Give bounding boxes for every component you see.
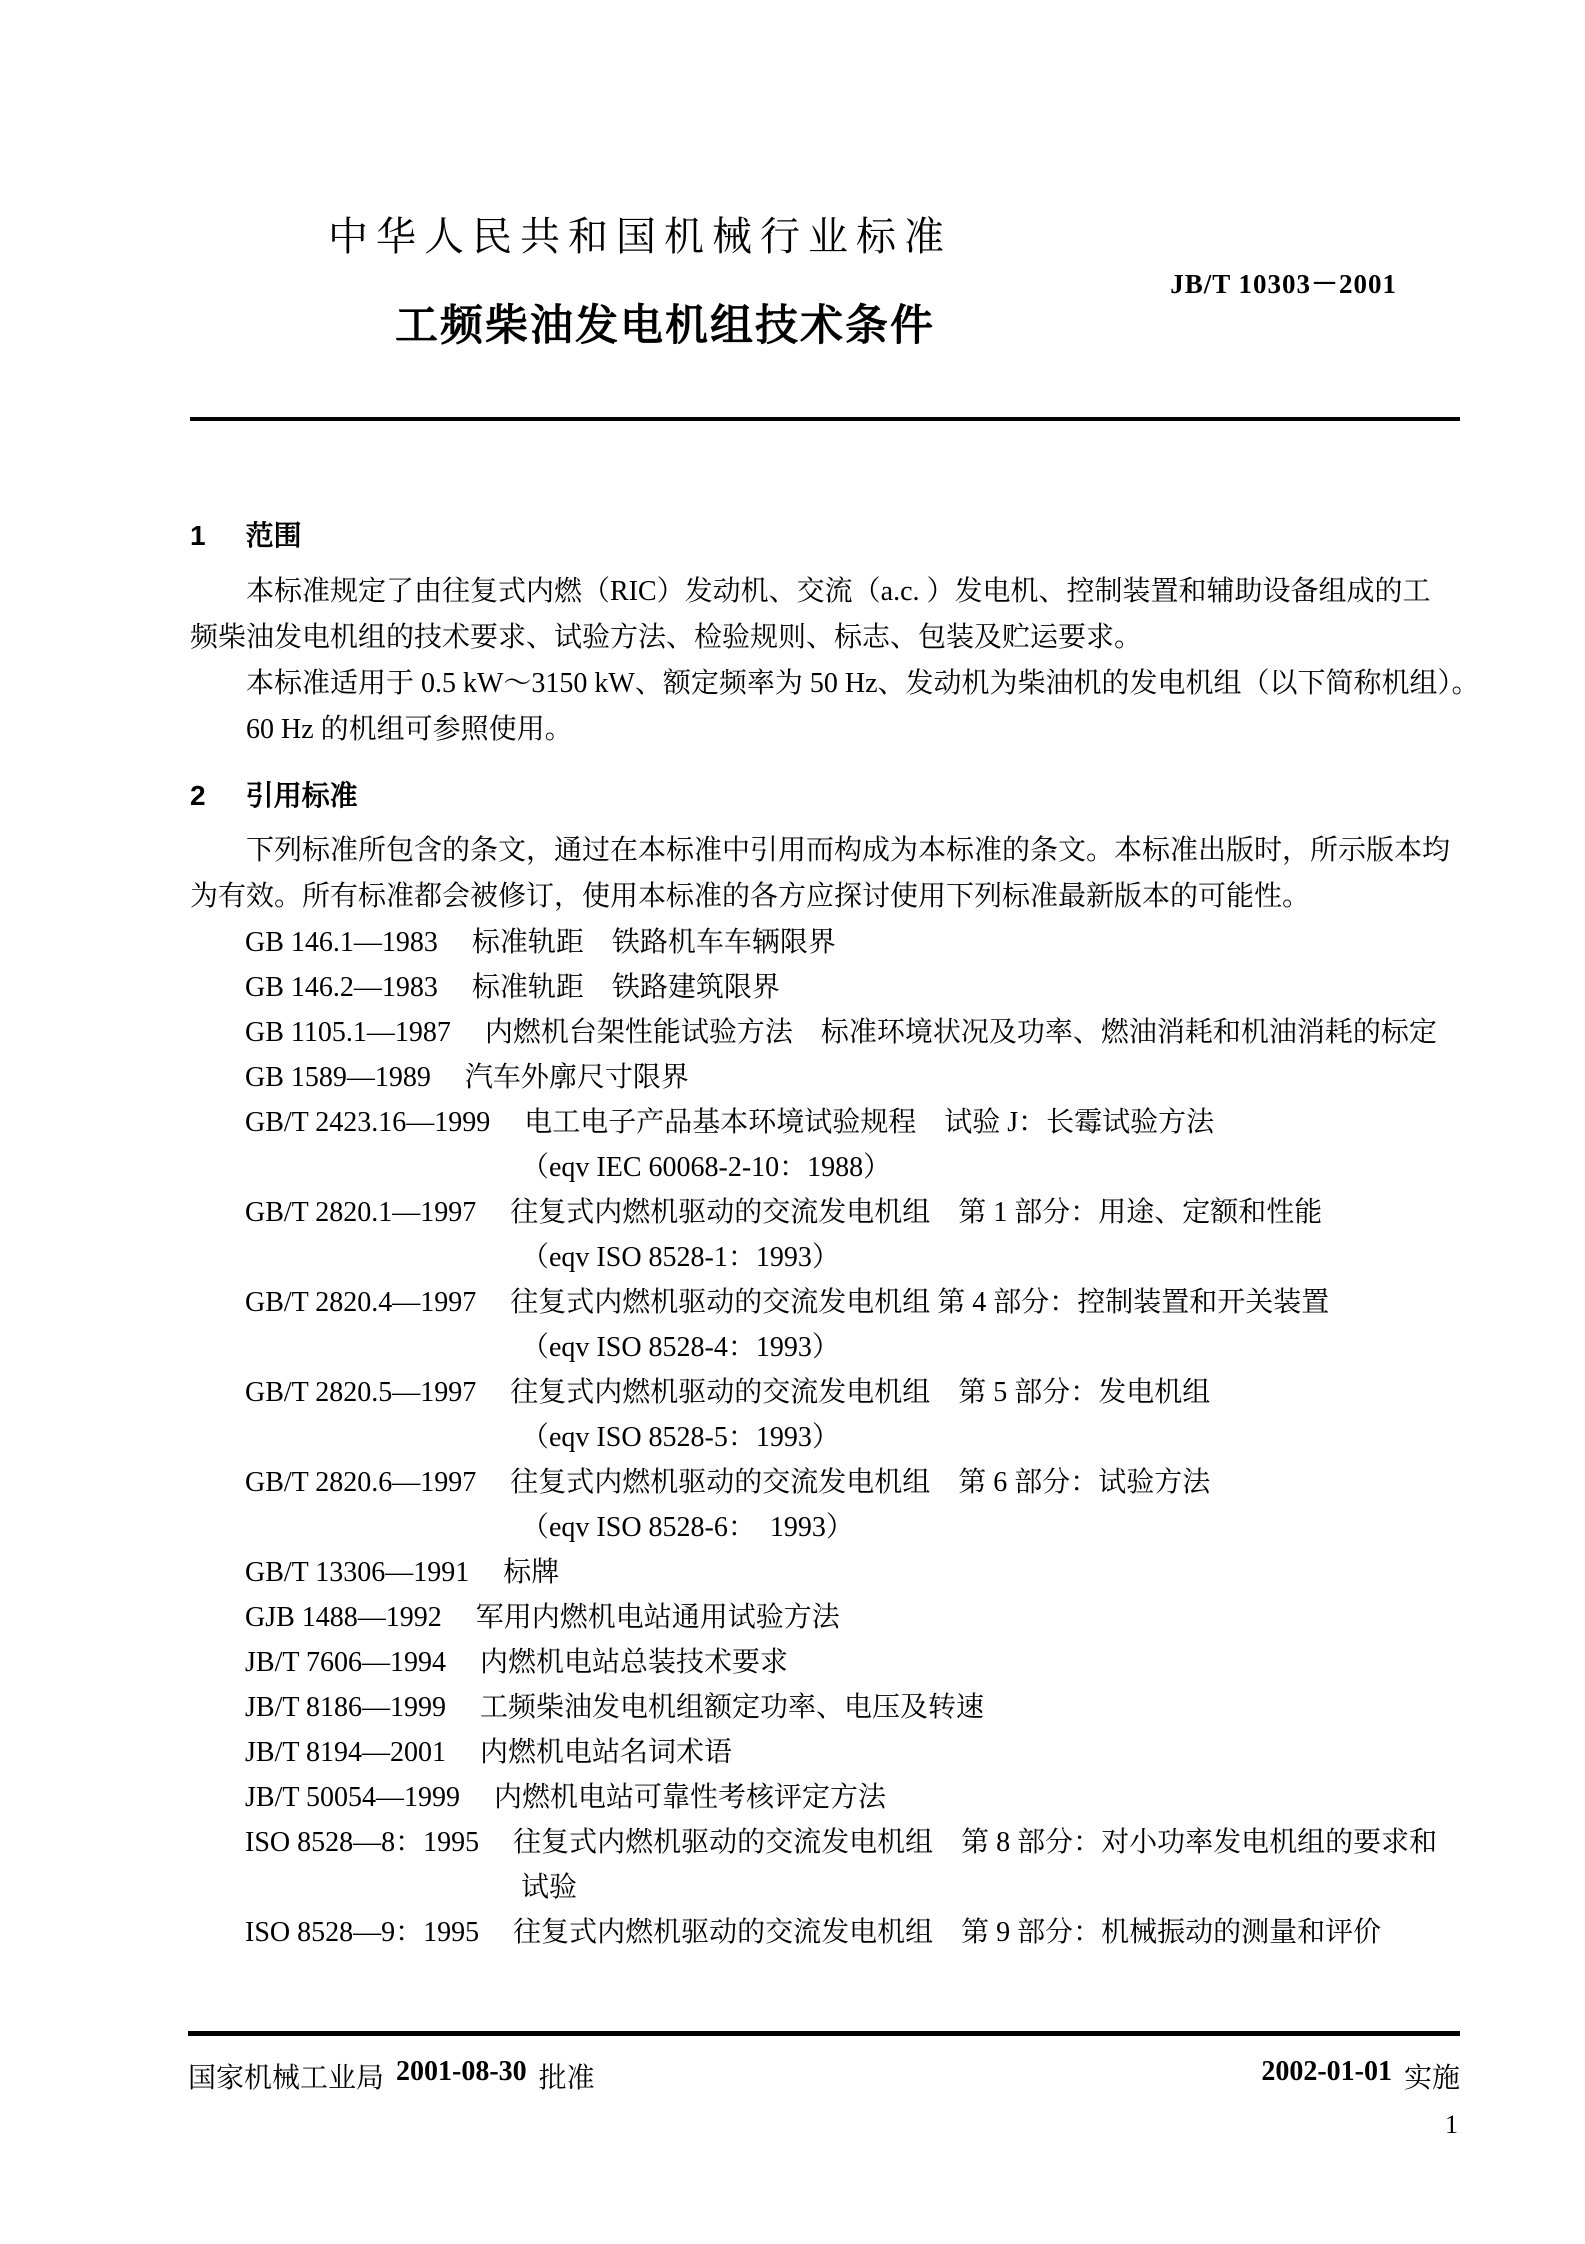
reference-row xyxy=(245,1820,1460,1865)
reference-row xyxy=(245,1190,1460,1235)
reference-continuation: （eqv ISO 8528-5：1993） xyxy=(521,1422,840,1454)
reference-title: 标牌 xyxy=(503,1557,560,1589)
implementation-statement xyxy=(1261,2056,1460,2096)
reference-code: GJB 1488—1992 xyxy=(245,1602,442,1634)
reference-title: 内燃机电站可靠性考核评定方法 xyxy=(493,1782,886,1814)
implementation-date: 2002-01-01 xyxy=(1261,2056,1392,2087)
reference-code: ISO 8528—9：1995 xyxy=(245,1917,480,1949)
reference-title: 标准轨距 铁路机车车辆限界 xyxy=(471,927,836,959)
text-line: 60 Hz 的机组可参照使用。 xyxy=(190,713,573,745)
reference-row xyxy=(245,1055,1460,1100)
reference-code: JB/T 7606—1994 xyxy=(245,1647,446,1679)
reference-row xyxy=(245,1010,1460,1055)
reference-row xyxy=(245,1640,1460,1685)
reference-code: GB/T 2820.5—1997 xyxy=(245,1377,477,1409)
reference-row xyxy=(245,1550,1460,1595)
reference-code: JB/T 8194—2001 xyxy=(245,1737,446,1769)
national-standard-header: 中华人民共和国机械行业标准 xyxy=(328,214,952,259)
reference-title: 汽车外廓尺寸限界 xyxy=(464,1062,689,1094)
approval-date: 2001-08-30 xyxy=(396,2056,527,2087)
text-line: 本标准规定了由往复式内燃（RIC）发动机、交流（a.c. ）发电机、控制装置和辅助设备组成的工 xyxy=(190,575,1431,607)
reference-row xyxy=(245,1910,1460,1955)
standard-number: JB/T 10303－2001 xyxy=(1170,269,1397,299)
reference-row xyxy=(245,1280,1460,1325)
reference-code: GB 146.2—1983 xyxy=(245,972,438,1004)
document-title: 工频柴油发电机组技术条件 xyxy=(395,303,935,350)
title-divider xyxy=(190,417,1460,421)
reference-code: GB/T 2820.6—1997 xyxy=(245,1467,477,1499)
reference-continuation: （eqv IEC 60068-2-10：1988） xyxy=(521,1152,892,1184)
reference-row xyxy=(245,1460,1460,1505)
reference-title: 工频柴油发电机组额定功率、电压及转速 xyxy=(479,1692,984,1724)
reference-title: 内燃机电站总装技术要求 xyxy=(479,1647,788,1679)
text-line: 本标准适用于 0.5 kW～3150 kW、额定频率为 50 Hz、发动机为柴油机的发电机组（以下简称机组）。 xyxy=(190,667,1480,699)
page-footer xyxy=(188,2023,1460,2140)
reference-row xyxy=(245,1685,1460,1730)
implementation-label: 实施 xyxy=(1403,2063,1460,2094)
approval-label: 批准 xyxy=(538,2063,595,2094)
references-list xyxy=(245,920,1460,1955)
approval-org: 国家机械工业局 xyxy=(188,2063,385,2094)
reference-code: GB 146.1—1983 xyxy=(245,927,438,959)
reference-title: 电工电子产品基本环境试验规程 试验 J：长霉试验方法 xyxy=(524,1107,1215,1139)
reference-title: 往复式内燃机驱动的交流发电机组 第 4 部分：控制装置和开关装置 xyxy=(510,1287,1330,1319)
reference-code: GB/T 13306—1991 xyxy=(245,1557,470,1589)
section-title: 范围 xyxy=(245,520,302,551)
page-number: 1 xyxy=(1445,2110,1458,2139)
reference-row xyxy=(245,1730,1460,1775)
reference-continuation: （eqv ISO 8528-1：1993） xyxy=(521,1242,840,1274)
section-title: 引用标准 xyxy=(245,779,358,811)
reference-code: JB/T 50054—1999 xyxy=(245,1782,460,1814)
reference-title: 标准轨距 铁路建筑限界 xyxy=(471,972,780,1004)
footer-divider xyxy=(188,2031,1460,2036)
section-heading-scope xyxy=(190,519,1460,553)
reference-title: 往复式内燃机驱动的交流发电机组 第 9 部分：机械振动的测量和评价 xyxy=(513,1917,1382,1949)
reference-title: 内燃机台架性能试验方法 标准环境状况及功率、燃油消耗和机油消耗的标定 xyxy=(484,1017,1437,1049)
scope-paragraphs xyxy=(190,569,1480,753)
reference-title: 内燃机电站名词术语 xyxy=(479,1737,732,1769)
reference-title: 往复式内燃机驱动的交流发电机组 第 5 部分：发电机组 xyxy=(510,1377,1211,1409)
reference-continuation: （eqv ISO 8528-4：1993） xyxy=(521,1332,840,1364)
reference-row xyxy=(245,1775,1460,1820)
reference-row xyxy=(245,1595,1460,1640)
reference-code: ISO 8528—8：1995 xyxy=(245,1827,480,1859)
section-number: 2 xyxy=(190,779,206,811)
reference-title: 往复式内燃机驱动的交流发电机组 第 6 部分：试验方法 xyxy=(510,1467,1211,1499)
text-line: 下列标准所包含的条文，通过在本标准中引用而构成为本标准的条文。本标准出版时，所示版本均 xyxy=(190,835,1451,867)
reference-code: GB 1589—1989 xyxy=(245,1062,431,1094)
text-line: 为有效。所有标准都会被修订，使用本标准的各方应探讨使用下列标准最新版本的可能性。 xyxy=(190,881,1311,913)
reference-code: GB 1105.1—1987 xyxy=(245,1017,451,1049)
reference-row xyxy=(245,1100,1460,1145)
reference-code: GB/T 2423.16—1999 xyxy=(245,1107,491,1139)
section-number: 1 xyxy=(190,520,206,551)
approval-statement xyxy=(188,2056,595,2096)
text-line: 频柴油发电机组的技术要求、试验方法、检验规则、标志、包装及贮运要求。 xyxy=(190,621,1143,653)
reference-title: 往复式内燃机驱动的交流发电机组 第 8 部分：对小功率发电机组的要求和 xyxy=(513,1827,1438,1859)
references-intro xyxy=(190,828,1460,920)
reference-title: 军用内燃机电站通用试验方法 xyxy=(475,1602,840,1634)
reference-row xyxy=(245,920,1460,965)
reference-continuation: 试验 xyxy=(521,1872,578,1904)
reference-code: JB/T 8186—1999 xyxy=(245,1692,446,1724)
reference-code: GB/T 2820.4—1997 xyxy=(245,1287,477,1319)
reference-row xyxy=(245,1370,1460,1415)
reference-title: 往复式内燃机驱动的交流发电机组 第 1 部分：用途、定额和性能 xyxy=(510,1197,1323,1229)
reference-row xyxy=(245,965,1460,1010)
section-heading-references xyxy=(190,779,1460,813)
reference-code: GB/T 2820.1—1997 xyxy=(245,1197,477,1229)
reference-continuation: （eqv ISO 8528-6： 1993） xyxy=(521,1512,854,1544)
